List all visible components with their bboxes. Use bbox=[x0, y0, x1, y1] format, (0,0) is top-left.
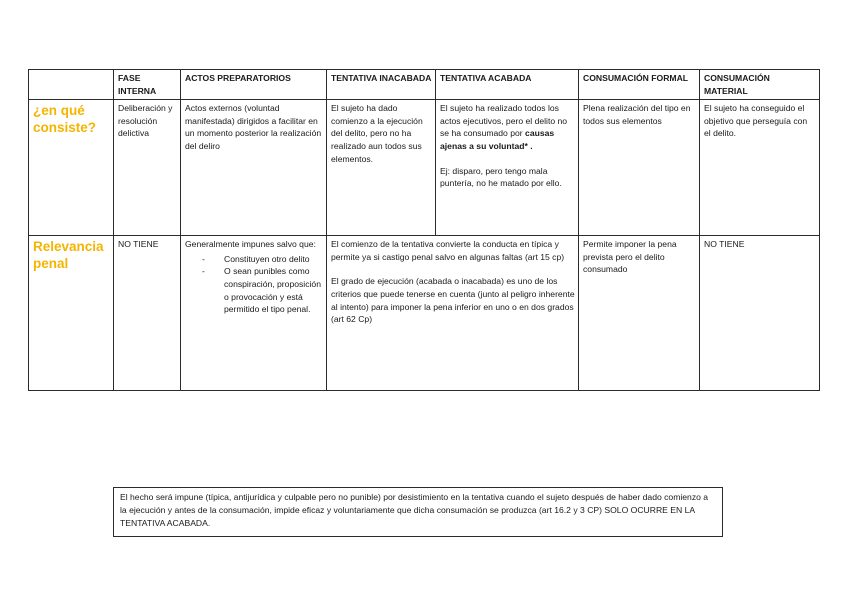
actos-intro: Generalmente impunes salvo que: bbox=[185, 239, 316, 250]
row-label-en-que-consiste: ¿en qué consiste? bbox=[29, 100, 114, 236]
list-item: - O sean punibles como conspiración, proposición o provocación y está permitido el tipo penal. bbox=[202, 265, 323, 315]
header-tentativa-acabada: TENTATIVA ACABADA bbox=[436, 70, 579, 100]
row-relevancia-penal bbox=[29, 236, 820, 391]
spacer bbox=[440, 153, 575, 165]
cell-consumacion-formal-relevancia: Permite imponer la pena prevista pero el delito consumado bbox=[579, 236, 700, 391]
cell-consumacion-material-consiste: El sujeto ha conseguido el objetivo que perseguía con el delito. bbox=[700, 100, 820, 236]
cell-actos-relevancia bbox=[181, 236, 327, 391]
list-item: - Constituyen otro delito bbox=[202, 253, 323, 266]
spacer bbox=[331, 263, 575, 275]
row-en-que-consiste bbox=[29, 100, 820, 236]
tentativa-paragraph-1: El comienzo de la tentativa convierte la conducta en típica y permite ya si castigo penal salvo en algunas faltas (art 15 cp) bbox=[331, 239, 565, 262]
header-consumacion-formal: CONSUMACIÓN FORMAL bbox=[579, 70, 700, 100]
cell-consumacion-formal-consiste: Plena realización del tipo en todos sus elementos bbox=[579, 100, 700, 236]
header-tentativa-inacabada: TENTATIVA INACABADA bbox=[327, 70, 436, 100]
cell-fase-interna-consiste: Deliberación y resolución delictiva bbox=[114, 100, 181, 236]
cell-tentativa-inacabada-consiste: El sujeto ha dado comienzo a la ejecución del delito, pero no ha realizado aun todos sus elementos. bbox=[327, 100, 436, 236]
tentativa-acabada-definition bbox=[440, 102, 575, 152]
tentativa-acabada-bold: causas ajenas a su voluntad* . bbox=[440, 128, 555, 151]
actos-exceptions-list bbox=[185, 253, 323, 316]
cell-actos-consiste: Actos externos (voluntad manifestada) dirigidos a facilitar en un momento posterior la realización del deliro bbox=[181, 100, 327, 236]
cell-tentativa-relevancia bbox=[327, 236, 579, 391]
header-row bbox=[29, 70, 820, 100]
criminal-phases-table bbox=[28, 69, 820, 391]
header-empty bbox=[29, 70, 114, 100]
tentativa-paragraph-2: El grado de ejecución (acabada o inacabada) es uno de los criterios que puede tenerse en cuenta (junto al peligro inherente al intento) para imponer la pena inferior en uno o en dos grados (art 62 Cp) bbox=[331, 276, 575, 325]
header-actos-preparatorios: ACTOS PREPARATORIOS bbox=[181, 70, 327, 100]
header-consumacion-material: CONSUMACIÓN MATERIAL bbox=[700, 70, 820, 100]
row-label-relevancia-penal: Relevancia penal bbox=[29, 236, 114, 391]
cell-tentativa-acabada-consiste bbox=[436, 100, 579, 236]
desistimiento-note: El hecho será impune (típica, antijurídica y culpable pero no punible) por desistimiento en la tentativa cuando el sujeto después de haber dado comienzo a la ejecución y antes de la consumación, impide eficaz y voluntariamente que dicha consumación se produzca (art 16.2 y 3 CP) SOLO OCURRE EN LA TENTATIVA ACABADA. bbox=[113, 487, 723, 537]
cell-consumacion-material-relevancia: NO TIENE bbox=[700, 236, 820, 391]
cell-fase-interna-relevancia: NO TIENE bbox=[114, 236, 181, 391]
tentativa-acabada-text: El sujeto ha realizado todos los actos ejecutivos, pero el delito no se ha consumado por bbox=[440, 103, 568, 139]
header-fase-interna: FASE INTERNA bbox=[114, 70, 181, 100]
tentativa-acabada-example: Ej: disparo, pero tengo mala puntería, no he matado por ello. bbox=[440, 165, 562, 189]
